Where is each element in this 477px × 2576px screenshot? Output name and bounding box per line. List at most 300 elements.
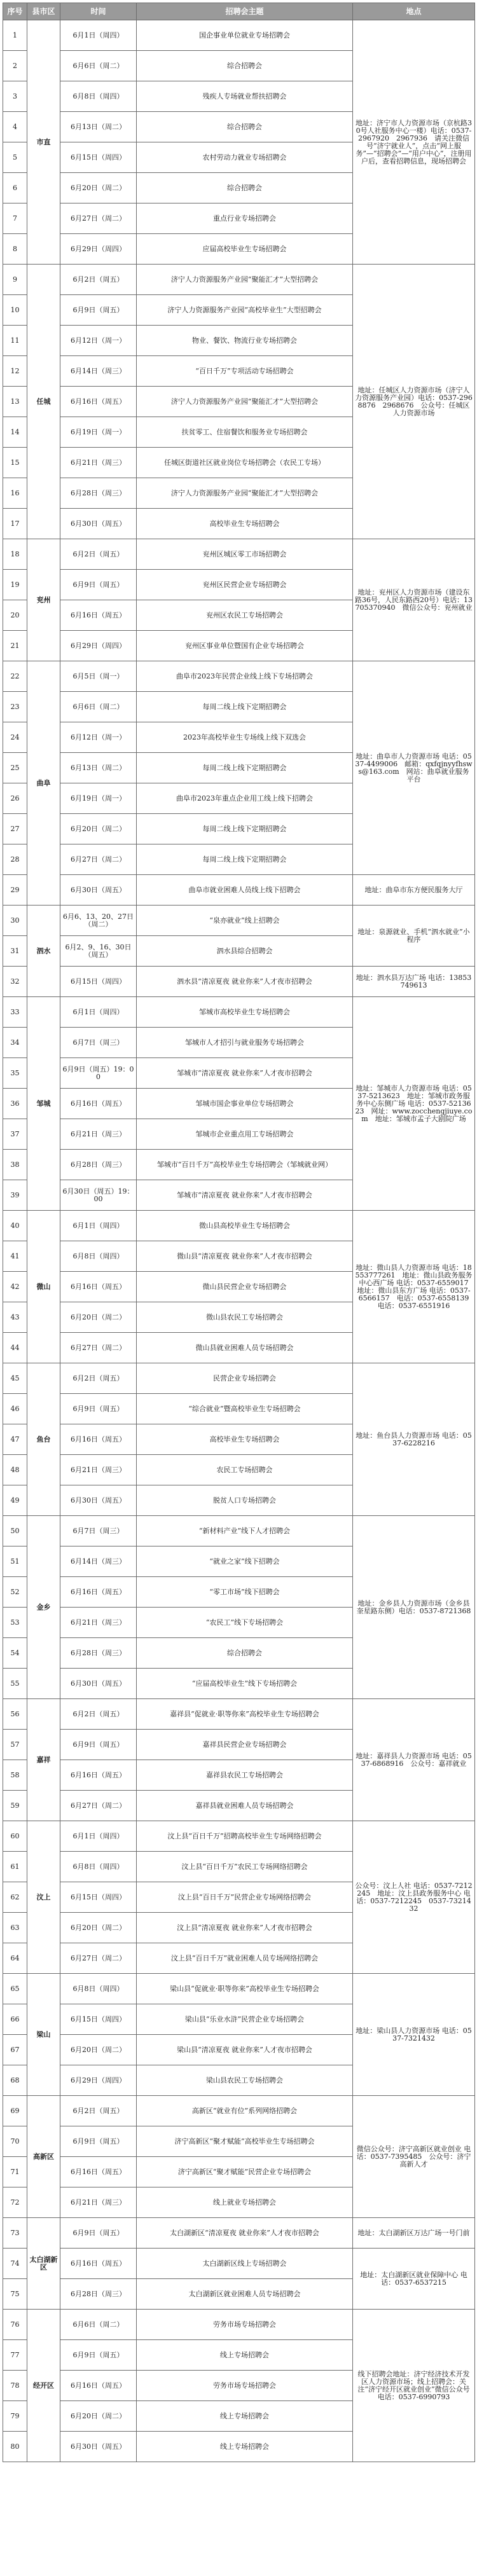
row-theme: 济宁高新区“聚才赋能”民营企业专场招聘会: [137, 2157, 353, 2187]
row-time: 6月27日（周二）: [60, 203, 137, 234]
row-time: 6月16日（周五）: [60, 600, 137, 631]
row-time: 6月8日（周四）: [60, 1241, 137, 1272]
row-seq: 2: [3, 51, 27, 81]
row-seq: 46: [3, 1394, 27, 1424]
row-seq: 7: [3, 203, 27, 234]
row-time: 6月6日（周二）: [60, 692, 137, 722]
row-seq: 65: [3, 1974, 27, 2004]
row-theme: 泗水县“清凉夏夜 就业你来”人才夜市招聘会: [137, 967, 353, 997]
county-cell: 梁山: [27, 1974, 60, 2096]
row-theme: 太白湖新区线上专场招聘会: [137, 2249, 353, 2279]
row-time: 6月20日（周二）: [60, 2401, 137, 2432]
row-seq: 69: [3, 2096, 27, 2126]
row-seq: 49: [3, 1485, 27, 1516]
row-theme: 济宁人力资源服务产业园“聚能汇才”大型招聘会: [137, 387, 353, 417]
location-cell: 地址：微山县人力资源市场 电话：18553777261 地址：微山县政务服务中心西广场 电话：0537-6559017 地址：微山县东方广场 电话：0537-6566157 电话：0537-6558139 电话：0537-6551916: [353, 1211, 475, 1363]
row-time: 6月28日（周三）: [60, 1638, 137, 1669]
county-cell: 太白湖新区: [27, 2218, 60, 2310]
row-theme: 线上专场招聘会: [137, 2432, 353, 2462]
row-theme: 脱贫人口专场招聘会: [137, 1485, 353, 1516]
location-cell: 微信公众号：济宁高新区就业创业 电话：0537-7395485 公众号：济宁高新人才: [353, 2096, 475, 2218]
county-cell: 鱼台: [27, 1363, 60, 1516]
row-time: 6月16日（周五）: [60, 1089, 137, 1119]
row-theme: 汶上县“百日千万”民营企业专场网络招聘会: [137, 1882, 353, 1913]
row-seq: 79: [3, 2401, 27, 2432]
row-theme: 梁山县农民工专场招聘会: [137, 2065, 353, 2096]
row-seq: 80: [3, 2432, 27, 2462]
row-time: 6月1日（周四）: [60, 1211, 137, 1241]
row-seq: 48: [3, 1455, 27, 1485]
row-time: 6月9日（周五）: [60, 2126, 137, 2157]
row-seq: 61: [3, 1852, 27, 1882]
row-theme: 梁山县“促就业·职等你来”高校毕业生专场招聘会: [137, 1974, 353, 2004]
row-seq: 36: [3, 1089, 27, 1119]
table-row: [3, 661, 475, 692]
row-seq: 72: [3, 2187, 27, 2218]
row-time: 6月12日（周一）: [60, 722, 137, 753]
row-theme: 农民工专场招聘会: [137, 1455, 353, 1485]
row-time: 6月16日（周五）: [60, 387, 137, 417]
row-theme: 曲阜市就业困难人员线上线下招聘会: [137, 875, 353, 906]
table-row: [3, 1211, 475, 1241]
county-cell: 任城: [27, 265, 60, 539]
row-theme: 2023年高校毕业生专场线上线下双选会: [137, 722, 353, 753]
row-theme: 兖州区民营企业专场招聘会: [137, 570, 353, 600]
row-seq: 39: [3, 1180, 27, 1211]
row-theme: 线上专场招聘会: [137, 2401, 353, 2432]
row-time: 6月15日（周四）: [60, 142, 137, 173]
row-time: 6月8日（周四）: [60, 81, 137, 112]
row-time: 6月27日（周二）: [60, 1791, 137, 1821]
row-theme: 线上专场招聘会: [137, 2340, 353, 2371]
row-seq: 63: [3, 1913, 27, 1943]
row-time: 6月7日（周三）: [60, 1516, 137, 1546]
table-row: [3, 875, 475, 906]
row-time: 6月7日（周三）: [60, 1028, 137, 1058]
row-time: 6月16日（周五）: [60, 2249, 137, 2279]
row-seq: 35: [3, 1058, 27, 1089]
row-theme: 邹城市高校毕业生专场招聘会: [137, 997, 353, 1028]
row-time: 6月29日（周四）: [60, 234, 137, 265]
row-time: 6月28日（周三）: [60, 1150, 137, 1180]
row-seq: 12: [3, 356, 27, 387]
row-theme: 邹城市“清凉夏夜 就业你来”人才夜市招聘会: [137, 1180, 353, 1211]
header-time: 时间: [60, 3, 137, 20]
location-cell: 地址：任城区人力资源市场（济宁人力资源服务产业园）电话：0537-2968876 2968676 公众号：任城区人力资源市场: [353, 265, 475, 539]
row-time: 6月30日（周五）19：00: [60, 1180, 137, 1211]
row-time: 6月30日（周五）: [60, 509, 137, 539]
row-seq: 55: [3, 1669, 27, 1699]
row-time: 6月21日（周三）: [60, 2187, 137, 2218]
location-cell: 地址：兖州区人力资源市场（建设东路36号，人民东路西20号）电话：13705370940 微信公众号：兖州就业: [353, 539, 475, 661]
row-seq: 5: [3, 142, 27, 173]
row-seq: 8: [3, 234, 27, 265]
row-seq: 75: [3, 2279, 27, 2310]
location-cell: 地址：嘉祥县人力资源市场 电话：0537-6868916 公众号：嘉祥就业: [353, 1699, 475, 1821]
row-time: 6月9日（周五）19：00: [60, 1058, 137, 1089]
row-seq: 73: [3, 2218, 27, 2249]
row-time: 6月9日（周五）: [60, 570, 137, 600]
row-theme: 泗水县综合招聘会: [137, 936, 353, 967]
row-seq: 43: [3, 1302, 27, 1333]
row-seq: 74: [3, 2249, 27, 2279]
row-theme: 太白湖新区“清凉夏夜 就业你来”人才夜市招聘会: [137, 2218, 353, 2249]
row-time: 6月20日（周二）: [60, 814, 137, 844]
row-theme: 曲阜市2023年民营企业线上线下专场招聘会: [137, 661, 353, 692]
location-cell: 地址：曲阜市人力资源市场 电话：0537-4499006 邮箱：qxfqjnyyfhsws@163.com 网站：曲阜就业服务平台: [353, 661, 475, 875]
row-theme: 汶上县“清凉夏夜 就业你来”人才夜市招聘会: [137, 1913, 353, 1943]
row-seq: 15: [3, 448, 27, 478]
row-time: 6月16日（周五）: [60, 1577, 137, 1608]
row-theme: 残疾人专场就业帮扶招聘会: [137, 81, 353, 112]
row-time: 6月8日（周四）: [60, 1852, 137, 1882]
row-seq: 42: [3, 1272, 27, 1302]
row-seq: 10: [3, 295, 27, 326]
row-theme: “新材料产业”线下人才招聘会: [137, 1516, 353, 1546]
row-seq: 3: [3, 81, 27, 112]
row-seq: 45: [3, 1363, 27, 1394]
row-seq: 1: [3, 20, 27, 51]
row-theme: 应届高校毕业生专场招聘会: [137, 234, 353, 265]
row-theme: 邹城市“清凉夏夜 就业你来”人才夜市招聘会: [137, 1058, 353, 1089]
row-theme: 梁山县“乐业水浒”民营企业专场招聘会: [137, 2004, 353, 2035]
row-theme: 济宁人力资源服务产业园“高校毕业生”大型招聘会: [137, 295, 353, 326]
row-seq: 13: [3, 387, 27, 417]
row-time: 6月20日（周二）: [60, 2035, 137, 2065]
row-time: 6月19日（周一）: [60, 417, 137, 448]
row-seq: 28: [3, 844, 27, 875]
row-time: 6月13日（周二）: [60, 112, 137, 142]
row-seq: 38: [3, 1150, 27, 1180]
row-seq: 52: [3, 1577, 27, 1608]
location-cell: 地址：泗水县万达广场 电话：13853749613: [353, 967, 475, 997]
row-time: 6月2日（周五）: [60, 1699, 137, 1730]
row-time: 6月1日（周四）: [60, 20, 137, 51]
row-time: 6月6日（周二）: [60, 2310, 137, 2340]
row-time: 6月13日（周二）: [60, 753, 137, 783]
row-theme: 汶上县“百日千万”农民工专场网络招聘会: [137, 1852, 353, 1882]
table-row: [3, 1516, 475, 1546]
county-cell: 金乡: [27, 1516, 60, 1699]
row-theme: 综合招聘会: [137, 51, 353, 81]
county-cell: 汶上: [27, 1821, 60, 1974]
table-header-row: [3, 3, 475, 20]
row-seq: 47: [3, 1424, 27, 1455]
row-seq: 21: [3, 631, 27, 661]
county-cell: 嘉祥: [27, 1699, 60, 1821]
row-seq: 11: [3, 326, 27, 356]
table-row: [3, 2310, 475, 2340]
row-time: 6月9日（周五）: [60, 2340, 137, 2371]
county-cell: 兖州: [27, 539, 60, 661]
row-theme: 劳务市场专场招聘会: [137, 2371, 353, 2401]
row-time: 6月30日（周五）: [60, 875, 137, 906]
row-theme: 济宁人力资源服务产业园“聚能汇才”大型招聘会: [137, 478, 353, 509]
row-theme: 高校毕业生专场招聘会: [137, 1424, 353, 1455]
row-time: 6月21日（周三）: [60, 1455, 137, 1485]
table-row: [3, 2096, 475, 2126]
row-seq: 20: [3, 600, 27, 631]
row-seq: 67: [3, 2035, 27, 2065]
row-seq: 32: [3, 967, 27, 997]
header-county: 县市区: [27, 3, 60, 20]
table-row: [3, 1363, 475, 1394]
row-seq: 18: [3, 539, 27, 570]
row-seq: 54: [3, 1638, 27, 1669]
row-time: 6月16日（周五）: [60, 2157, 137, 2187]
row-seq: 62: [3, 1882, 27, 1913]
row-time: 6月8日（周四）: [60, 1974, 137, 2004]
row-theme: 物业、餐饮、物流行业专场招聘会: [137, 326, 353, 356]
row-seq: 24: [3, 722, 27, 753]
row-seq: 26: [3, 783, 27, 814]
table-row: [3, 2218, 475, 2249]
row-seq: 34: [3, 1028, 27, 1058]
row-theme: 重点行业专场招聘会: [137, 203, 353, 234]
row-time: 6月15日（周四）: [60, 967, 137, 997]
row-time: 6月29日（周四）: [60, 2065, 137, 2096]
location-cell: 地址：梁山县人力资源市场 电话：0537-7321432: [353, 1974, 475, 2096]
row-seq: 70: [3, 2126, 27, 2157]
row-time: 6月2、9、16、30日（周五）: [60, 936, 137, 967]
row-time: 6月9日（周五）: [60, 2218, 137, 2249]
row-seq: 51: [3, 1546, 27, 1577]
table-row: [3, 1821, 475, 1852]
row-seq: 64: [3, 1943, 27, 1974]
row-theme: 高新区“就业有位”系列网络招聘会: [137, 2096, 353, 2126]
row-theme: 任城区街道社区就业岗位专场招聘会（农民工专场）: [137, 448, 353, 478]
row-time: 6月30日（周五）: [60, 1669, 137, 1699]
schedule-container: [3, 3, 474, 2462]
row-seq: 53: [3, 1608, 27, 1638]
row-time: 6月27日（周二）: [60, 1333, 137, 1363]
row-seq: 44: [3, 1333, 27, 1363]
row-seq: 30: [3, 906, 27, 936]
row-seq: 50: [3, 1516, 27, 1546]
header-seq: 序号: [3, 3, 27, 20]
row-time: 6月12日（周一）: [60, 326, 137, 356]
row-time: 6月9日（周五）: [60, 1394, 137, 1424]
row-seq: 71: [3, 2157, 27, 2187]
row-theme: 济宁人力资源服务产业园“聚能汇才”大型招聘会: [137, 265, 353, 295]
row-theme: 微山县就业困难人员专场招聘会: [137, 1333, 353, 1363]
row-theme: 劳务市场专场招聘会: [137, 2310, 353, 2340]
table-row: [3, 906, 475, 936]
location-cell: 地址：金乡县人力资源市场（金乡县奎星路东侧）电话：0537-8721368: [353, 1516, 475, 1699]
row-theme: 高校毕业生专场招聘会: [137, 509, 353, 539]
row-theme: 农村劳动力就业专场招聘会: [137, 142, 353, 173]
row-theme: 民营企业专场招聘会: [137, 1363, 353, 1394]
row-theme: 每周二线上线下定期招聘会: [137, 692, 353, 722]
row-time: 6月15日（周四）: [60, 1882, 137, 1913]
location-cell: 地址：济宁市人力资源市场（京杭路30号人社服务中心一楼）电话：0537-2967920 2967936 请关注微信号“济宁就业人”，点击“网上服务”—“招聘会”—“用户中心”，注册用户后，查看招聘信息，现场招聘会: [353, 20, 475, 265]
row-theme: 济宁高新区“聚才赋能”高校毕业生专场招聘会: [137, 2126, 353, 2157]
row-theme: “泉亦就业”线上招聘会: [137, 906, 353, 936]
row-seq: 60: [3, 1821, 27, 1852]
row-seq: 17: [3, 509, 27, 539]
row-seq: 68: [3, 2065, 27, 2096]
county-cell: 邹城: [27, 997, 60, 1211]
row-theme: 嘉祥县农民工专场招聘会: [137, 1760, 353, 1791]
row-seq: 76: [3, 2310, 27, 2340]
row-theme: “零工市场”线下招聘会: [137, 1577, 353, 1608]
header-location: 地点: [353, 3, 475, 20]
row-time: 6月21日（周三）: [60, 448, 137, 478]
row-time: 6月2日（周五）: [60, 539, 137, 570]
row-seq: 4: [3, 112, 27, 142]
row-seq: 31: [3, 936, 27, 967]
table-row: [3, 265, 475, 295]
row-theme: 梁山县“清凉夏夜 就业你来”人才夜市招聘会: [137, 2035, 353, 2065]
row-theme: 每周二线上线下定期招聘会: [137, 814, 353, 844]
row-seq: 19: [3, 570, 27, 600]
row-theme: 综合招聘会: [137, 173, 353, 203]
row-theme: 汶上县“百日千万”就业困难人员专场网络招聘会: [137, 1943, 353, 1974]
row-theme: 线上就业专场招聘会: [137, 2187, 353, 2218]
row-theme: 嘉祥县“促就业·职等你来”高校毕业生专场招聘会: [137, 1699, 353, 1730]
location-cell: 线下招聘会地址：济宁经济技术开发区人力资源市场；线上招聘会：关注“济宁经开区就业创业”微信公众号 电话：0537-6990793: [353, 2310, 475, 2462]
county-cell: 泗水: [27, 906, 60, 997]
row-time: 6月15日（周四）: [60, 2004, 137, 2035]
row-time: 6月9日（周五）: [60, 1730, 137, 1760]
row-theme: 汶上县“百日千万”招聘高校毕业生专场网络招聘会: [137, 1821, 353, 1852]
row-seq: 27: [3, 814, 27, 844]
location-cell: 地址：邹城市人力资源市场 电话：0537-5213623 地址：邹城市政务服务中心东侧广场 电话：0537-5213623 网址：www.zocchengjiuye.com 地址：邹城市孟子大剧院广场: [353, 997, 475, 1211]
row-seq: 25: [3, 753, 27, 783]
row-time: 6月6、13、20、27日（周二）: [60, 906, 137, 936]
row-seq: 77: [3, 2340, 27, 2371]
row-theme: “应届高校毕业生”线下专场招聘会: [137, 1669, 353, 1699]
location-cell: 地址：鱼台县人力资源市场 电话：0537-6228216: [353, 1363, 475, 1516]
row-time: 6月2日（周五）: [60, 1363, 137, 1394]
table-row: [3, 1699, 475, 1730]
row-theme: 微山县农民工专场招聘会: [137, 1302, 353, 1333]
row-time: 6月5日（周一）: [60, 661, 137, 692]
row-time: 6月21日（周三）: [60, 1119, 137, 1150]
row-seq: 40: [3, 1211, 27, 1241]
row-theme: 每周二线上线下定期招聘会: [137, 753, 353, 783]
row-seq: 33: [3, 997, 27, 1028]
row-theme: 综合招聘会: [137, 1638, 353, 1669]
row-theme: 微山县高校毕业生专场招聘会: [137, 1211, 353, 1241]
row-time: 6月29日（周四）: [60, 631, 137, 661]
county-cell: 经开区: [27, 2310, 60, 2462]
row-theme: 微山县民营企业专场招聘会: [137, 1272, 353, 1302]
row-seq: 14: [3, 417, 27, 448]
row-time: 6月19日（周一）: [60, 783, 137, 814]
row-time: 6月1日（周四）: [60, 997, 137, 1028]
location-cell: 地址：泉源就业、手机“泗水就业”小程序: [353, 906, 475, 967]
row-theme: 国企事业单位就业专场招聘会: [137, 20, 353, 51]
row-theme: 曲阜市2023年重点企业用工线上线下招聘会: [137, 783, 353, 814]
table-row: [3, 1974, 475, 2004]
table-row: [3, 2249, 475, 2279]
row-time: 6月16日（周五）: [60, 2371, 137, 2401]
row-time: 6月20日（周二）: [60, 1913, 137, 1943]
table-row: [3, 539, 475, 570]
row-time: 6月2日（周五）: [60, 2096, 137, 2126]
row-theme: “就业之家”线下招聘会: [137, 1546, 353, 1577]
location-cell: 地址：曲阜市东方便民服务大厅: [353, 875, 475, 906]
table-row: [3, 967, 475, 997]
row-theme: 嘉祥县民营企业专场招聘会: [137, 1730, 353, 1760]
row-time: 6月14日（周三）: [60, 356, 137, 387]
row-seq: 57: [3, 1730, 27, 1760]
row-theme: 太白湖新区就业困难人员专场招聘会: [137, 2279, 353, 2310]
row-seq: 29: [3, 875, 27, 906]
row-theme: 每周二线上线下定期招聘会: [137, 844, 353, 875]
row-time: 6月16日（周五）: [60, 1424, 137, 1455]
row-time: 6月14日（周三）: [60, 1546, 137, 1577]
row-seq: 66: [3, 2004, 27, 2035]
location-cell: 地址：太白湖新区万达广场一号门前: [353, 2218, 475, 2249]
row-time: 6月6日（周二）: [60, 51, 137, 81]
row-seq: 22: [3, 661, 27, 692]
row-time: 6月20日（周二）: [60, 173, 137, 203]
row-seq: 59: [3, 1791, 27, 1821]
table-row: [3, 997, 475, 1028]
row-time: 6月28日（周三）: [60, 478, 137, 509]
location-cell: 公众号：汶上人社 电话：0537-7212245 地址：汶上县政务服务中心 电话：0537-7212245 0537-7321432: [353, 1821, 475, 1974]
row-seq: 78: [3, 2371, 27, 2401]
row-seq: 56: [3, 1699, 27, 1730]
row-time: 6月20日（周二）: [60, 1302, 137, 1333]
row-theme: 微山县“清凉夏夜 就业你来”人才夜市招聘会: [137, 1241, 353, 1272]
row-time: 6月27日（周二）: [60, 844, 137, 875]
row-theme: 兖州区事业单位暨国有企业专场招聘会: [137, 631, 353, 661]
row-seq: 23: [3, 692, 27, 722]
county-cell: 高新区: [27, 2096, 60, 2218]
row-time: 6月30日（周五）: [60, 1485, 137, 1516]
row-time: 6月16日（周五）: [60, 1272, 137, 1302]
table-row: [3, 20, 475, 51]
row-seq: 37: [3, 1119, 27, 1150]
row-seq: 58: [3, 1760, 27, 1791]
table-body: [3, 20, 475, 2462]
row-seq: 41: [3, 1241, 27, 1272]
row-time: 6月9日（周五）: [60, 295, 137, 326]
location-cell: 地址：太白湖新区就业保障中心 电话：0537-6537215: [353, 2249, 475, 2310]
row-time: 6月21日（周三）: [60, 1608, 137, 1638]
row-theme: 邹城市“百日千万”高校毕业生专场招聘会（邹城就业网）: [137, 1150, 353, 1180]
row-time: 6月27日（周二）: [60, 1943, 137, 1974]
county-cell: 微山: [27, 1211, 60, 1363]
row-theme: “百日千万”专项活动专场招聘会: [137, 356, 353, 387]
row-theme: 邹城市企业重点用工专场招聘会: [137, 1119, 353, 1150]
row-theme: 邹城市人才招引与就业服务专场招聘会: [137, 1028, 353, 1058]
job-fair-schedule-table: [3, 3, 475, 2462]
row-theme: “农民工”线下专场招聘会: [137, 1608, 353, 1638]
row-time: 6月30日（周五）: [60, 2432, 137, 2462]
row-theme: 嘉祥县就业困难人员专场招聘会: [137, 1791, 353, 1821]
row-theme: 综合招聘会: [137, 112, 353, 142]
row-theme: 邹城市国企事业单位专场招聘会: [137, 1089, 353, 1119]
header-theme: 招聘会主题: [137, 3, 353, 20]
county-cell: 市直: [27, 20, 60, 265]
row-theme: 扶贫零工、住宿餐饮和服务业专场招聘会: [137, 417, 353, 448]
row-seq: 9: [3, 265, 27, 295]
row-time: 6月28日（周三）: [60, 2279, 137, 2310]
row-seq: 16: [3, 478, 27, 509]
row-time: 6月1日（周四）: [60, 1821, 137, 1852]
row-seq: 6: [3, 173, 27, 203]
row-theme: 兖州区农民工专场招聘会: [137, 600, 353, 631]
row-time: 6月2日（周五）: [60, 265, 137, 295]
row-theme: “综合就业”暨高校毕业生专场招聘会: [137, 1394, 353, 1424]
county-cell: 曲阜: [27, 661, 60, 906]
row-theme: 兖州区城区零工市场招聘会: [137, 539, 353, 570]
row-time: 6月16日（周五）: [60, 1760, 137, 1791]
